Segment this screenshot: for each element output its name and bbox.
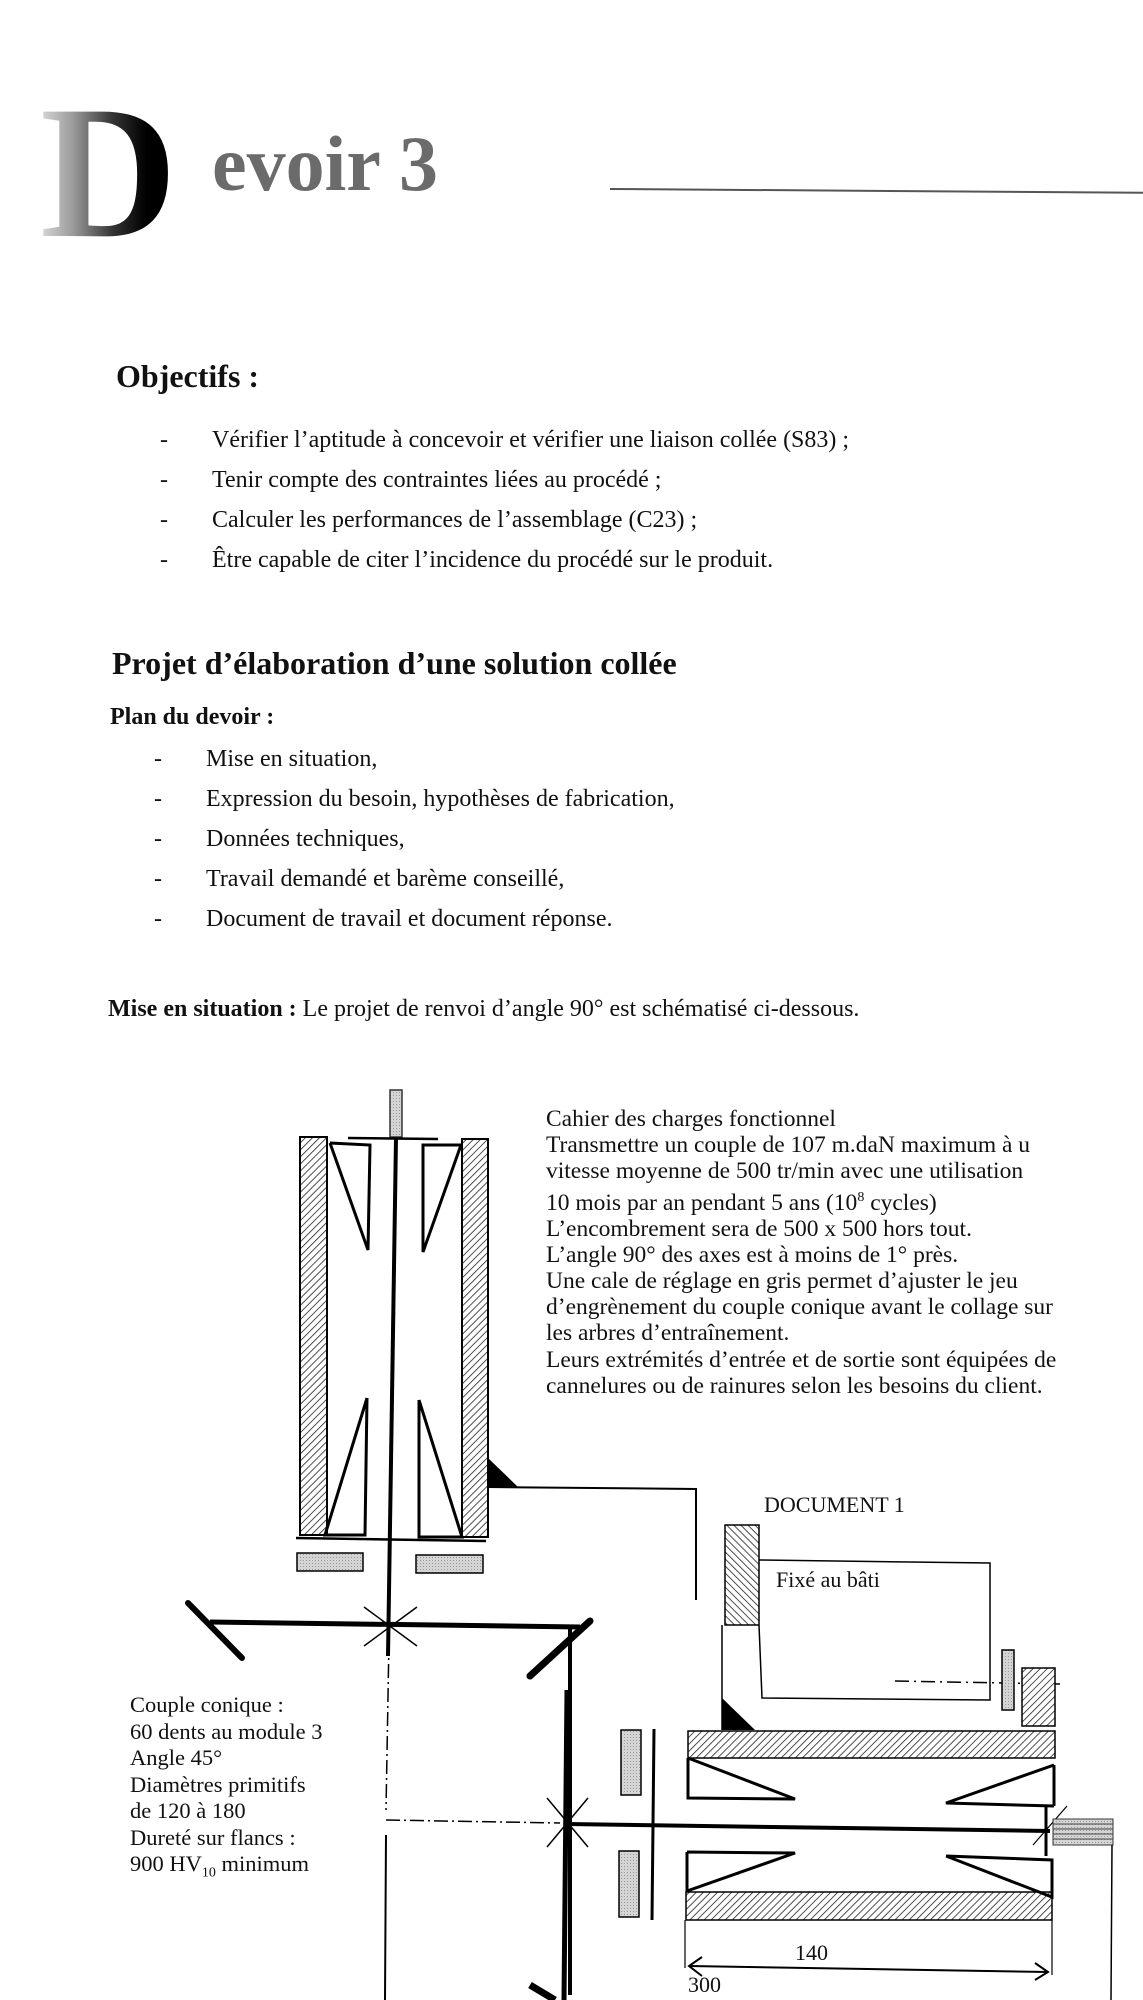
list-item: - Expression du besoin, hypothèses de fabrication, xyxy=(154,786,675,812)
output-housing-top xyxy=(688,1731,1055,1758)
plan-heading: Plan du devoir : xyxy=(110,704,275,730)
situation-label: Mise en situation : xyxy=(108,996,297,1022)
gray-shim-right xyxy=(416,1555,483,1573)
bullet-dash: - xyxy=(154,826,162,852)
vertical-shaft xyxy=(388,1138,396,1656)
dimension-140-label: 140 xyxy=(795,1940,828,1965)
list-item: - Mise en situation, xyxy=(154,746,378,772)
fixed-frame-label: Fixé au bâti xyxy=(776,1567,880,1592)
axis-vertical xyxy=(386,1640,389,1810)
list-item: - Document de travail et document réponse. xyxy=(154,906,613,932)
shim-line-vertical xyxy=(652,1729,654,1920)
outline-right xyxy=(1111,1845,1112,2000)
page-title: evoir 3 xyxy=(212,120,439,207)
situation-text: Le projet de renvoi d’angle 90° est schématisé ci-dessous. xyxy=(296,996,860,1022)
bullet-dash: - xyxy=(154,906,162,932)
frame-outline xyxy=(488,1487,696,1600)
bullet-dash: - xyxy=(160,467,168,493)
gray-shim-small xyxy=(1002,1650,1014,1710)
frame-hatched-block xyxy=(725,1525,759,1625)
list-item: - Tenir compte des contraintes liées au procédé ; xyxy=(160,467,662,493)
end-cap-hatched xyxy=(1022,1668,1055,1726)
bullet-dash: - xyxy=(160,427,168,453)
bearing-out-bottom-right xyxy=(946,1856,1052,1897)
outline-left xyxy=(385,1835,386,2000)
output-housing-bottom xyxy=(686,1892,1052,1920)
bearing-top-right xyxy=(423,1145,461,1252)
bearing-bottom-right xyxy=(419,1400,462,1537)
bearing-top-left xyxy=(330,1143,370,1250)
left-housing-wall xyxy=(300,1137,327,1535)
gray-shim-left xyxy=(297,1553,363,1571)
gear-tooth-left xyxy=(188,1603,242,1658)
list-item: - Travail demandé et barème conseillé, xyxy=(154,866,565,892)
list-item: - Calculer les performances de l’assemblage (C23) ; xyxy=(160,507,698,533)
project-heading: Projet d’élaboration d’une solution collée xyxy=(112,645,677,681)
gear-tooth-bottom xyxy=(530,1985,555,2000)
bearing-out-top-left xyxy=(688,1758,795,1799)
bearing-out-top-right xyxy=(946,1765,1054,1806)
dimension-140-line xyxy=(689,1966,1048,1972)
document-label: DOCUMENT 1 xyxy=(764,1492,905,1517)
bullet-dash: - xyxy=(160,507,168,533)
horizontal-shaft xyxy=(567,1824,1050,1831)
bullet-dash: - xyxy=(154,746,162,772)
list-item: - Données techniques, xyxy=(154,826,405,852)
top-cap xyxy=(348,1138,438,1139)
bearing-bottom-left xyxy=(325,1398,367,1535)
dimension-300-label: 300 xyxy=(688,1972,721,1997)
specifications-text: Cahier des charges fonctionnel Transmettre un couple de 107 m.daN maximum à u vitesse moyenne de 500 tr/min avec une utilisation 10 mois par an pendant 5 ans ($10^8$ cycles) L’encombrement sera de 500 x 500 hors tout. L’angle 90° des axes est à moins de 1° près. Une cale de réglage en gris permet d’ajuster le jeu d’engrènement du couple conique avant le collage sur les arbres d’entraînement. Leurs extrémités d’entrée et de sortie sont équipées de cannelures ou de rainures selon les besoins du client. xyxy=(546,1106,1057,1399)
glue-fillet-2 xyxy=(722,1698,755,1730)
gray-shim-top xyxy=(621,1730,641,1795)
spline-top xyxy=(390,1090,402,1137)
bullet-dash: - xyxy=(154,786,162,812)
bullet-dash: - xyxy=(160,547,168,573)
gray-shim-bottom xyxy=(619,1851,639,1917)
bearing-out-bottom-left xyxy=(687,1852,795,1891)
objectives-heading: Objectifs : xyxy=(116,358,260,394)
glue-fillet-1 xyxy=(488,1458,518,1487)
axis-horizontal xyxy=(386,1820,560,1823)
list-item: - Vérifier l’aptitude à concevoir et vérifier une liaison collée (S83) ; xyxy=(160,427,850,453)
right-housing-wall xyxy=(462,1139,488,1537)
gear-specs-text: Couple conique : 60 dents au module 3 Angle 45° Diamètres primitifs de 120 à 180 Dureté sur flancs : 900 $HV_{10}$ minimum xyxy=(130,1692,323,1881)
gear-tooth-right xyxy=(530,1621,590,1676)
bevel-gear-vertical xyxy=(564,1690,567,2000)
title-initial: D xyxy=(40,68,174,278)
spline-right xyxy=(1053,1819,1113,1845)
bullet-dash: - xyxy=(154,866,162,892)
list-item: - Être capable de citer l’incidence du procédé sur le produit. xyxy=(160,547,774,573)
